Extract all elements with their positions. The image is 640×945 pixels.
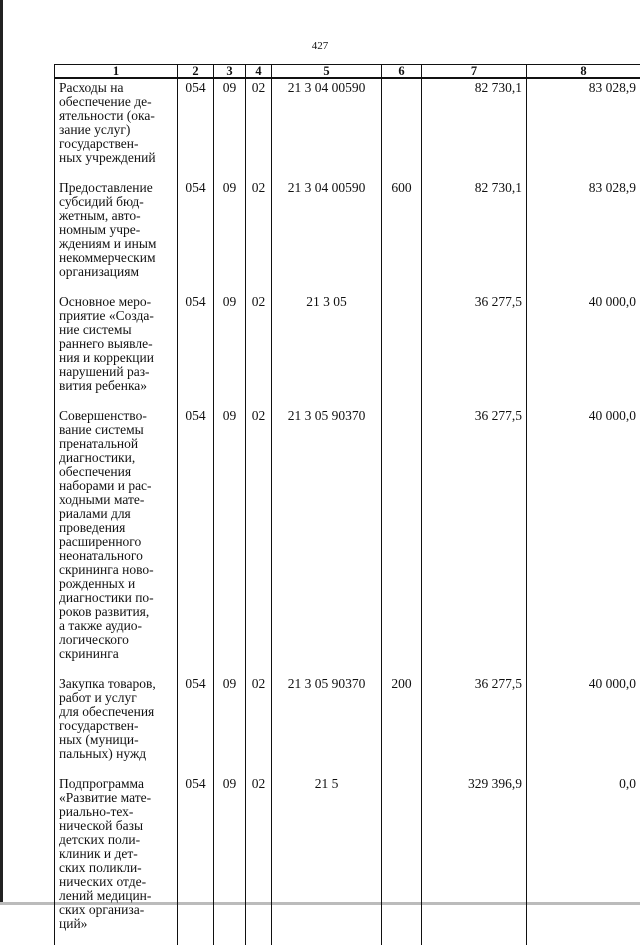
- row-name-line: жетным, авто-: [59, 209, 174, 223]
- table-row: [55, 775, 640, 945]
- target-article-cell: 21 3 04 00590: [272, 78, 382, 179]
- table-row: [55, 179, 640, 293]
- target-article-cell: 21 3 04 00590: [272, 179, 382, 293]
- ministry-code-cell: 054: [178, 78, 214, 179]
- amount-year1-cell: 36 277,5: [422, 293, 527, 407]
- expense-type-cell: [382, 407, 422, 675]
- amount-year1-cell: 329 396,9: [422, 775, 527, 945]
- page-number: 427: [0, 40, 640, 52]
- row-name-cell: [55, 407, 178, 675]
- row-name-line: государствен-: [59, 719, 174, 733]
- table-row: [55, 78, 640, 179]
- subsection-code-cell: 02: [246, 293, 272, 407]
- row-name-line: некоммерческим: [59, 251, 174, 265]
- row-name-cell: [55, 78, 178, 179]
- row-name-line: проведения: [59, 521, 174, 535]
- row-name-line: расширенного: [59, 535, 174, 549]
- column-header: 2: [178, 65, 214, 79]
- row-name-line: вание системы: [59, 423, 174, 437]
- row-name-line: детских поли-: [59, 833, 174, 847]
- row-name-line: Подпрограмма: [59, 777, 174, 791]
- row-name-line: рожденных и: [59, 577, 174, 591]
- column-header: 1: [55, 65, 178, 79]
- row-name-line: ных учреждений: [59, 151, 174, 165]
- expense-type-cell: 600: [382, 179, 422, 293]
- ministry-code-cell: 054: [178, 407, 214, 675]
- row-name-line: ние системы: [59, 323, 174, 337]
- amount-year1-cell: 82 730,1: [422, 78, 527, 179]
- expense-type-cell: [382, 775, 422, 945]
- row-name-line: нической базы: [59, 819, 174, 833]
- ministry-code-cell: 054: [178, 293, 214, 407]
- amount-year1-cell: 82 730,1: [422, 179, 527, 293]
- ministry-code-cell: 054: [178, 675, 214, 775]
- row-name-line: Расходы на: [59, 81, 174, 95]
- row-name-line: обеспечение де-: [59, 95, 174, 109]
- row-name-line: ния и коррекции: [59, 351, 174, 365]
- row-name-line: вития ребенка»: [59, 379, 174, 393]
- column-header: 4: [246, 65, 272, 79]
- row-name-line: зание услуг): [59, 123, 174, 137]
- expense-type-cell: 200: [382, 675, 422, 775]
- row-name-line: логического: [59, 633, 174, 647]
- column-header: 8: [527, 65, 640, 79]
- row-name-line: ходными мате-: [59, 493, 174, 507]
- amount-year1-cell: 36 277,5: [422, 407, 527, 675]
- column-header: 3: [214, 65, 246, 79]
- row-name-cell: [55, 293, 178, 407]
- row-name-line: скрининга: [59, 647, 174, 661]
- row-name-line: работ и услуг: [59, 691, 174, 705]
- row-name-line: роков развития,: [59, 605, 174, 619]
- amount-year2-cell: 0,0: [527, 775, 640, 945]
- table-row: [55, 407, 640, 675]
- ministry-code-cell: 054: [178, 179, 214, 293]
- row-name-line: а также аудио-: [59, 619, 174, 633]
- expense-type-cell: [382, 78, 422, 179]
- row-name-cell: [55, 179, 178, 293]
- section-code-cell: 09: [214, 407, 246, 675]
- row-name-line: пренатальной: [59, 437, 174, 451]
- section-code-cell: 09: [214, 179, 246, 293]
- subsection-code-cell: 02: [246, 407, 272, 675]
- row-name-line: для обеспечения: [59, 705, 174, 719]
- row-name-line: клиник и дет-: [59, 847, 174, 861]
- row-name-line: Предоставление: [59, 181, 174, 195]
- section-code-cell: 09: [214, 775, 246, 945]
- amount-year1-cell: 36 277,5: [422, 675, 527, 775]
- target-article-cell: 21 5: [272, 775, 382, 945]
- row-name-line: нарушений раз-: [59, 365, 174, 379]
- expense-type-cell: [382, 293, 422, 407]
- target-article-cell: 21 3 05 90370: [272, 407, 382, 675]
- row-name-line: нических отде-: [59, 875, 174, 889]
- row-name-line: Закупка товаров,: [59, 677, 174, 691]
- column-header: 5: [272, 65, 382, 79]
- row-name-line: пальных) нужд: [59, 747, 174, 761]
- row-name-line: обеспечения: [59, 465, 174, 479]
- row-name-line: номным учре-: [59, 223, 174, 237]
- subsection-code-cell: 02: [246, 675, 272, 775]
- row-name-line: государствен-: [59, 137, 174, 151]
- row-name-cell: [55, 775, 178, 945]
- budget-table: [54, 64, 640, 945]
- row-name-line: ждениям и иным: [59, 237, 174, 251]
- row-name-line: диагностики,: [59, 451, 174, 465]
- section-code-cell: 09: [214, 293, 246, 407]
- row-name-line: субсидий бюд-: [59, 195, 174, 209]
- row-name-line: ных (муници-: [59, 733, 174, 747]
- row-name-line: скрининга ново-: [59, 563, 174, 577]
- row-name-line: ций»: [59, 917, 174, 931]
- row-name-line: ских поликли-: [59, 861, 174, 875]
- amount-year2-cell: 83 028,9: [527, 78, 640, 179]
- row-name-line: наборами и рас-: [59, 479, 174, 493]
- column-header: 6: [382, 65, 422, 79]
- target-article-cell: 21 3 05: [272, 293, 382, 407]
- scan-left-edge: [0, 0, 3, 905]
- row-name-line: неонатального: [59, 549, 174, 563]
- header-row: [55, 65, 640, 79]
- row-name-line: риально-тех-: [59, 805, 174, 819]
- row-name-line: риалами для: [59, 507, 174, 521]
- subsection-code-cell: 02: [246, 775, 272, 945]
- row-name-cell: [55, 675, 178, 775]
- amount-year2-cell: 40 000,0: [527, 293, 640, 407]
- row-name-line: Совершенство-: [59, 409, 174, 423]
- table-row: [55, 293, 640, 407]
- table-row: [55, 675, 640, 775]
- subsection-code-cell: 02: [246, 78, 272, 179]
- row-name-line: ятельности (ока-: [59, 109, 174, 123]
- row-name-line: диагностики по-: [59, 591, 174, 605]
- row-name-line: организациям: [59, 265, 174, 279]
- column-header: 7: [422, 65, 527, 79]
- section-code-cell: 09: [214, 675, 246, 775]
- ministry-code-cell: 054: [178, 775, 214, 945]
- subsection-code-cell: 02: [246, 179, 272, 293]
- amount-year2-cell: 40 000,0: [527, 675, 640, 775]
- target-article-cell: 21 3 05 90370: [272, 675, 382, 775]
- row-name-line: ских организа-: [59, 903, 174, 917]
- row-name-line: приятие «Созда-: [59, 309, 174, 323]
- row-name-line: «Развитие мате-: [59, 791, 174, 805]
- amount-year2-cell: 83 028,9: [527, 179, 640, 293]
- row-name-line: Основное меро-: [59, 295, 174, 309]
- amount-year2-cell: 40 000,0: [527, 407, 640, 675]
- section-code-cell: 09: [214, 78, 246, 179]
- row-name-line: раннего выявле-: [59, 337, 174, 351]
- row-name-line: лений медицин-: [59, 889, 174, 903]
